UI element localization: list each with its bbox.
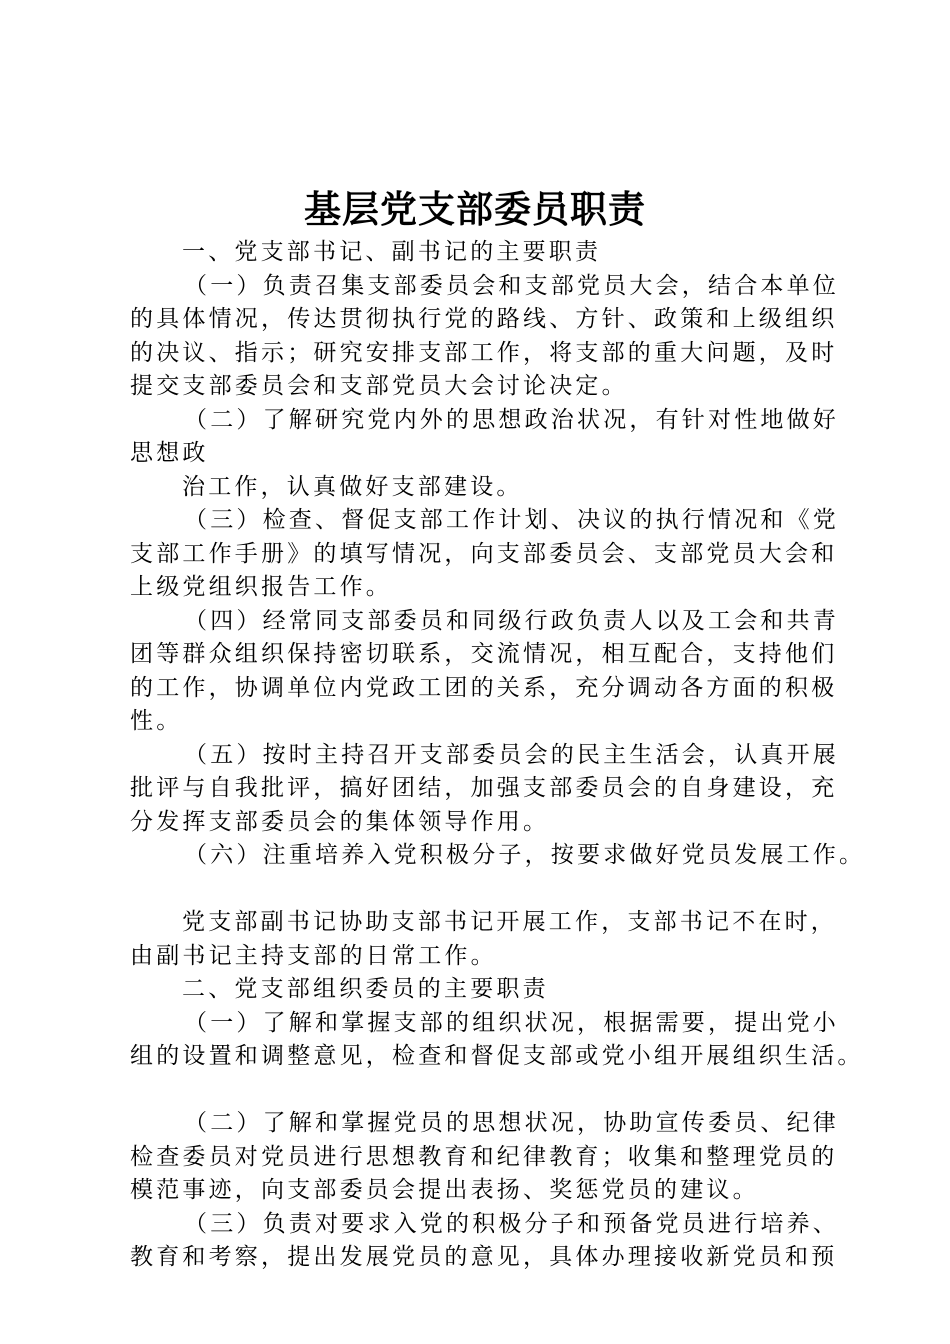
document-body — [130, 236, 866, 1275]
paragraph-line: 模范事迹，向支部委员会提出表扬、奖惩党员的建议。 — [130, 1177, 759, 1203]
paragraph-line: （三）负责对要求入党的积极分子和预备党员进行培养、 — [184, 1210, 839, 1237]
paragraph-line: （一）了解和掌握支部的组织状况，根据需要，提出党小 — [184, 1009, 839, 1036]
blank-line — [130, 873, 850, 907]
paragraph-line: 思想政 — [130, 440, 209, 466]
section-heading: 一、党支部书记、副书记的主要职责 — [182, 239, 602, 265]
paragraph-line: （六）注重培养入党积极分子，按要求做好党员发展工作。 — [184, 842, 866, 868]
blank-line — [130, 1074, 850, 1108]
paragraph-line: 的具体情况，传达贯彻执行党的路线、方针、政策和上级组织 — [130, 306, 838, 332]
paragraph-line: （四）经常同支部委员和同级行政负责人以及工会和共青 — [184, 607, 839, 634]
paragraph-line: （二）了解研究党内外的思想政治状况，有针对性地做好 — [184, 406, 839, 433]
paragraph-line: 分发挥支部委员会的集体领导作用。 — [130, 808, 550, 835]
paragraph-line: 检查委员对党员进行思想教育和纪律教育；收集和整理党员的 — [130, 1143, 838, 1170]
paragraph-line: （三）检查、督促支部工作计划、决议的执行情况和《党 — [184, 507, 839, 533]
paragraph-line: 的工作，协调单位内党政工团的关系，充分调动各方面的积极 — [130, 674, 838, 701]
paragraph-line: 党支部副书记协助支部书记开展工作，支部书记不在时， — [182, 909, 837, 935]
paragraph-line: 教育和考察，提出发展党员的意见，具体办理接收新党员和预 — [130, 1244, 838, 1270]
paragraph-line: 治工作，认真做好支部建设。 — [182, 473, 523, 500]
paragraph-line: 由副书记主持支部的日常工作。 — [130, 942, 497, 969]
paragraph-line: （一）负责召集支部委员会和支部党员大会，结合本单位 — [184, 272, 839, 299]
paragraph-line: （五）按时主持召开支部委员会的民主生活会，认真开展 — [184, 741, 839, 768]
paragraph-line: 支部工作手册》的填写情况，向支部委员会、支部党员大会和 — [130, 540, 838, 567]
paragraph-line: 组的设置和调整意见，检查和督促支部或党小组开展组织生活。 — [130, 1043, 864, 1069]
paragraph-line: 上级党组织报告工作。 — [130, 574, 392, 600]
paragraph-line: 的决议、指示；研究安排支部工作，将支部的重大问题，及时 — [130, 339, 838, 366]
paragraph-line: 性。 — [130, 708, 183, 734]
document-title: 基层党支部委员职责 — [304, 187, 646, 231]
paragraph-line: 提交支部委员会和支部党员大会讨论决定。 — [130, 373, 628, 399]
paragraph-line: 团等群众组织保持密切联系，交流情况，相互配合，支持他们 — [130, 641, 838, 667]
section-heading: 二、党支部组织委员的主要职责 — [182, 976, 549, 1002]
paragraph-line: （二）了解和掌握党员的思想状况，协助宣传委员、纪律 — [184, 1110, 839, 1136]
paragraph-line: 批评与自我批评，搞好团结，加强支部委员会的自身建设，充 — [130, 775, 838, 801]
